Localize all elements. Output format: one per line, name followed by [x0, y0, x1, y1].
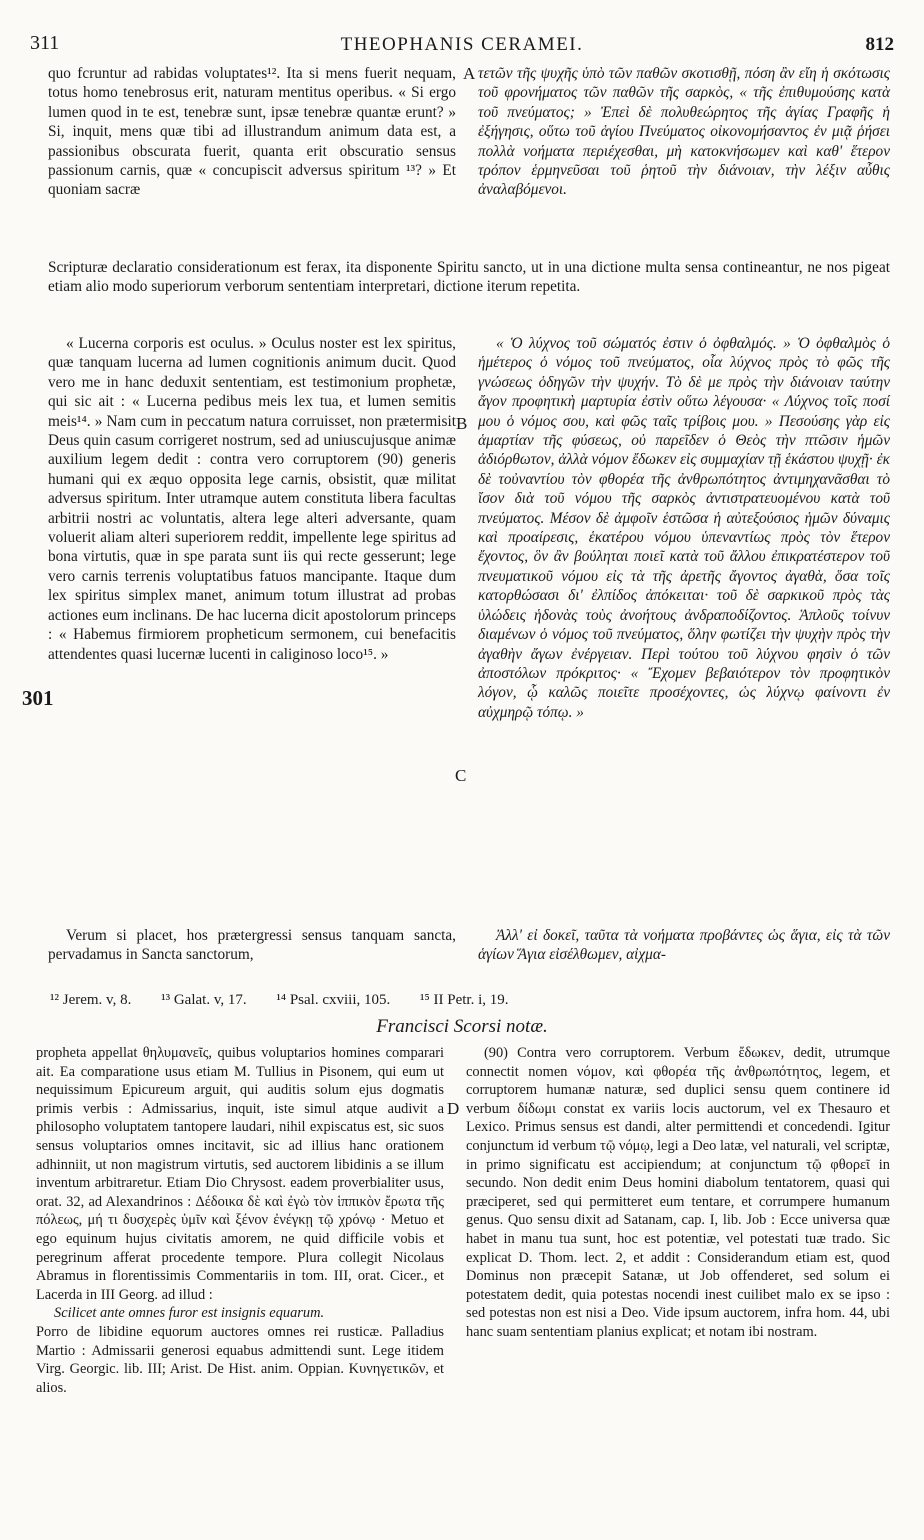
- latin-paragraph: quo fcruntur ad rabidas voluptates¹². Ita si mens fuerit nequam, totus homo tenebrosus erit, naturam mentitus operibus. « Si ergo lumen quod in te est, tenebræ sunt, ipsæ tenebræ quantæ erunt? » Si, inquit, mens quæ tibi ad illustrandum animum data est, a passionibus obscurata fuerit, quanta erit obscuratio sensus passionum carnis, quæ « concupiscit adversus spiritum ¹³? » Et quoniam sacræ: [48, 65, 456, 199]
- column-number: 301: [22, 686, 54, 710]
- page-number-right: 812: [865, 34, 894, 55]
- page-number-left: 311: [30, 32, 60, 54]
- note-verse: Scilicet ante omnes furor est insignis equarum.: [54, 1305, 325, 1322]
- greek-column-end: [478, 926, 890, 965]
- latin-column-top: [48, 64, 456, 200]
- margin-marker-c: C: [455, 766, 467, 785]
- margin-marker-b: B: [456, 414, 468, 433]
- latin-full-width: [48, 258, 890, 297]
- note-paragraph: (90) Contra vero corruptorem. Verbum ἔδωκεν, dedit, utrumque connectit nomen νόμον, καὶ φθορέα τῆς ἀνθρωπότητος, legem, et corruptorem humanæ naturæ, sed duplici sensu quem continere id verbum δίδωμι constat ex variis locis auctorum, vel ex Thesauro et Lexico. Primus sensus est dandi, alter permittendi et concedendi. Igitur conjunctum id verbum τῷ νόμῳ, legi a Deo latæ, vel naturali, vel scriptæ, in primo significatu est accipiendum; at conjunctum τῷ φθορεῖ in secundo. Non dedit enim Deus homini diabolum tentatorem, quasi qui præciperet, sed qui permitteret eum tentare, et corrumpere humanum genus. Quo sensu dixit ad Satanam, cap. I, lib. Job : Ecce universa quæ habet in manu tua sunt, hoc est potentiæ, vel potestati tuæ trado. Sic explicat D. Thom. lect. 2, et addit : Considerandum etiam est, quod Dominus non præcepit Satanæ, ut Job offenderet, sed solum ei potestatem dedit, quia potestas nocendi inest cuilibet malo ex se ipso : sed potestas non est nisi a Deo. Vide ipsum auctorem, infra hom. 44, ubi hanc suam sententiam planius explicat; et notam ibi nostram.: [466, 1045, 890, 1340]
- greek-paragraph: « Ὁ λύχνος τοῦ σώματός ἐστιν ὁ ὀφθαλμός. » Ὁ ὀφθαλμὸς ὁ ἡμέτερος ὁ νόμος τοῦ πνεύματος, οἷα λύχνος πρὸς τὸ φῶς τῆς γνώσεως ὁδηγῶν τὴν ψυχήν. Τὸ δὲ με πρὸς τὴν διάνοιαν ταύτην ἄγον προφητικὴ μαρτυρία ἐστὶν οὕτω λέγουσα· « Λύχνος τοῖς ποσί μου ὁ νόμος σου, καὶ φῶς ταῖς τρίβοις μου. » Πεσούσης γὰρ εἰς ἁμαρτίαν τῆς φύσεως, οὐ παρεῖδεν ὁ Θεὸς τὴν πτῶσιν ἡμῶν ἀδιόρθωτον, ἀλλὰ νόμον ἔδωκεν εἰς συμμαχίαν τῇ ἑκάστου ψυχῇ· ἐκ δὲ τοὐναντίου τὸν φθορέα τῆς ἀνθρωπότητος ἀντιμηχανᾶσθαι τὸ ἴσον διὰ τοῦ νόμου τῆς σαρκὸς ἀντιστρατευομένου κατὰ τοῦ πνεύματος. Μέσον δὲ ἀμφοῖν ἑστῶσα ἡ αὐτεξούσιος ἡμῶν δύναμις καὶ προαίρεσις, ἑκατέρου νόμου ὑπεναντίως πρὸς τὸν ἕτερον ἔχοντος, ὃν ἂν βούληται ποιεῖ κατὰ τοῦ ἄλλου ἐπικρατέστερον τοῦ πνευματικοῦ νόμου εἰς τὰ τῆς ἀρετῆς ἄγοντος ἀγαθὰ, ὅσα τοῖς κατορθώσασι δι' ἐλπίδος ἀπόκειται· τοῦ δὲ σαρκικοῦ πρὸς τὰς ὑλώδεις ἡδονὰς τοὺς ἀνοήτους ἀνδραποδίζοντος. Ἁπλοῦς τοίνυν διαμένων ὁ νόμος τοῦ πνεύματος, ὅλην φωτίζει τὴν ψυχὴν πρὸς τὴν ἀγαθὴν ἄγων ἐνέργειαν. Περὶ τούτου τοῦ λύχνου φησὶν ὁ τῶν ἀποστόλων πρόκριτος· « Ἔχομεν βεβαιότερον τὸν προφητικὸν λόγον, ᾧ καλῶς ποιεῖτε προσέχοντες, ὡς λύχνῳ φαίνοντι ἐν αὐχμηρῷ τόπῳ. »: [478, 335, 890, 721]
- margin-marker-d: D: [447, 1099, 460, 1118]
- footnotes: [50, 991, 894, 1010]
- latin-paragraph: Scripturæ declaratio considerationum est ferax, ita disponente Spiritu sancto, ut in una dictione multa sensa contineantur, ne nos pigeat etiam alio modo superiorum verborum sententiam interpretari, dictione iterum repetita.: [48, 259, 890, 296]
- greek-column-top: [478, 64, 890, 200]
- footnote: ¹³ Galat. v, 17.: [161, 992, 247, 1008]
- note-paragraph: propheta appellat θηλυμανεῖς, quibus voluptarios homines comparari ait. Ea comparatione usus etiam M. Tullius in Pisonem, qui eum ut nequissimum Epicureum arguit, qui auditis solum ejus dogmatis primis verbis : Admissarius, inquit, iste simul atque audivit a philosopho voluptatem tantopere laudari, nihil expiscatus est, sic suos sensus voluptarios omnes incitavit, sic ad illius hanc orationem adhinniit, ut non magistrum virtutis, sed auctorem libidinis a se illum inventum arbitraretur. Etiam Dio Chrysost. eadem proverbialiter usus, orat. 32, ad Alexandrinos : Δέδοικα δὲ καὶ ἐγὼ τὸν ἱππικὸν ἔρωτα τῆς πόλεως, μή τι δυσχερὲς ὑμῖν καὶ ξένον ἐνέγκῃ τῷ χρόνῳ · Metuo et ego equinum hujus civitatis amorem, ne quid difficile vobis et peregrinum afferat procedente tempore. Plura collegit Nicolaus Abramus in florentissimis Commentariis in tom. III, orat. Cicer., et Lacerda in III Georg. ad illud :: [36, 1045, 444, 1303]
- latin-paragraph: « Lucerna corporis est oculus. » Oculus noster est lex spiritus, quæ tanquam lucerna ad lumen cognitionis animum ducit. Quod vero me in hanc deduxit sententiam, est testimonium prophetæ, qui sic ait : « Lucerna pedibus meis lex tua, et lumen semitis meis¹⁴. » Nam cum in peccatum natura corruisset, non prætermisit Deus quin casum corrigeret nostrum, sed ad uniuscujusque animæ auxilium legem dedit : contra vero corruptorem (90) generis humani qui ex æquo opposita lege carnis, obsistit, quæ militat adversus spiritum. Inter utramque autem constituta libera facultas arbitrii nostri ac voluntatis, altera lege alteri adversante, quam voluerit aliam alteri superiorem reddit, impellente lege spiritus ad bona virtutis, quæ in spe parata sunt iis qui recte gesserunt; lege vero carnis terrenis voluptatibus fatuos mancipante. Itaque dum lex spiritus simplex manet, animum totum illustrat ad probas actiones eum inclinans. De hac lucerna dicit apostolorum princeps : « Habemus firmiorem propheticum sermonem, cui benefacitis attendentes quasi lucernæ lucenti in caliginoso loco¹⁵. »: [48, 335, 456, 663]
- notes-title: Francisci Scorsi notæ.: [376, 1016, 548, 1037]
- greek-paragraph: τετῶν τῆς ψυχῆς ὑπὸ τῶν παθῶν σκοτισθῇ, πόση ἂν εἴη ἡ σκότωσις τοῦ φρονήματος τῶν παθῶν τῆς σαρκὸς, « τῆς ἐπιθυμούσης κατὰ τοῦ πνεύματος; » Ἐπεὶ δὲ πολυθεώρητος τῆς ἁγίας Γραφῆς ἡ ἐξήγησις, οὕτω τοῦ ἁγίου Πνεύματος οἰκονομήσαντος ἐν μιᾷ ῥήσει πολλὰ νοήματα περιέχεσθαι, μὴ κατοκνήσωμεν καὶ καθ' ἕτερον τρόπον ἑρμηνεῦσαι τοῦ ῥητοῦ τὴν διάνοιαν, τὴν λέξιν αὖθις ἀναλαβόμενοι.: [478, 65, 890, 199]
- latin-column-end: [48, 926, 456, 965]
- margin-marker-a: A: [463, 64, 476, 83]
- latin-paragraph: Verum si placet, hos prætergressi sensus tanquam sancta, pervadamus in Sancta sanctorum,: [48, 927, 456, 964]
- footnote: ¹⁴ Psal. cxviii, 105.: [276, 992, 391, 1008]
- footnote: ¹⁵ II Petr. i, 19.: [420, 992, 509, 1008]
- greek-column-main: [478, 334, 890, 722]
- notes-column-right: [466, 1044, 890, 1342]
- note-paragraph: Porro de libidine equorum auctores omnes rei rusticæ. Palladius Martio : Admissarii generosi equabus admittendi sunt. Lege itidem Virg. Georgic. lib. III; Arist. De Hist. anim. Oppian. Κυνηγετικῶν, et alios.: [36, 1323, 444, 1396]
- notes-column-left: [36, 1044, 444, 1397]
- running-title: THEOPHANIS CERAMEI.: [340, 34, 584, 55]
- footnote: ¹² Jerem. v, 8.: [50, 992, 132, 1008]
- greek-paragraph: Ἀλλ' εἰ δοκεῖ, ταῦτα τὰ νοήματα προβάντες ὡς ἅγια, εἰς τὰ τῶν ἁγίων Ἅγια εἰσέλθωμεν, αἰχμα-: [478, 927, 890, 964]
- latin-column-main: [48, 334, 456, 664]
- running-header: [30, 32, 894, 62]
